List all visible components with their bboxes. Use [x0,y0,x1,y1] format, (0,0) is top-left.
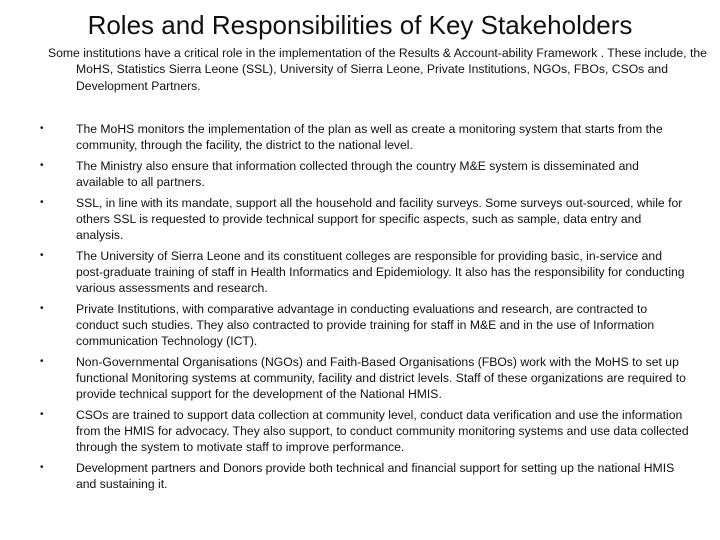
bullet-icon: • [40,196,44,208]
bullet-icon: • [40,408,44,420]
bullet-item [40,301,690,350]
bullet-item [40,354,690,403]
bullet-icon: • [40,123,44,134]
bullet-icon: • [40,461,44,473]
bullet-text: SSL, in line with its mandate, support all the household and facility surveys. Some surveys out-sourced, while for others SSL is requested to provide technical support for specific aspects, such as sample, data entry and analysis. [76,195,683,243]
bullet-text: Private Institutions, with comparative advantage in conducting evaluations and research, are contracted to conduct such studies. They also contracted to provide training for staff in M&E and in the use of Information communication Technology (ICT). [76,301,655,349]
bullet-item [40,121,690,154]
bullet-item [40,158,690,191]
bullet-text: The MoHS monitors the implementation of the plan as well as create a monitoring system that starts from the community, through the facility, the district to the national level. [76,122,663,153]
intro-paragraph: Some institutions have a critical role in the implementation of the Results & Account-ability Framework . These include, the MoHS, Statistics Sierra Leone (SSL), University of Sierra Leone, Private Institutions, NGOs, FBOs, CSOs and Development Partners. [48,46,707,93]
bullet-text: Development partners and Donors provide both technical and financial support for setting up the national HMIS and sustaining it. [76,460,675,492]
bullet-item [40,248,690,297]
bullet-item [40,407,690,456]
bullet-icon: • [40,159,44,171]
bullet-text: CSOs are trained to support data collection at community level, conduct data verification and use the information from the HMIS for advocacy. They also support, to conduct community monitoring systems and use data collected through the system to motivate staff to improve performance. [76,407,689,455]
bullet-list [40,121,690,497]
bullet-text: Non-Governmental Organisations (NGOs) and Faith-Based Organisations (FBOs) work with the MoHS to set up functional Monitoring systems at community, facility and district levels. Staff of these organizations are required to provide technical support for the development of the National HMIS. [76,354,686,402]
bullet-item [40,460,690,493]
bullet-icon: • [40,302,44,314]
bullet-text: The University of Sierra Leone and its constituent colleges are responsible for providing basic, in-service and post-graduate training of staff in Health Informatics and Epidemiology. It also has the responsibility for conducting various assessments and research. [76,248,685,296]
bullet-icon: • [40,355,44,367]
bullet-icon: • [40,249,44,261]
slide-title: Roles and Responsibilities of Key Stakeholders [87,10,633,40]
bullet-text: The Ministry also ensure that information collected through the country M&E system is disseminated and available to all partners. [76,158,639,190]
bullet-item [40,195,690,244]
